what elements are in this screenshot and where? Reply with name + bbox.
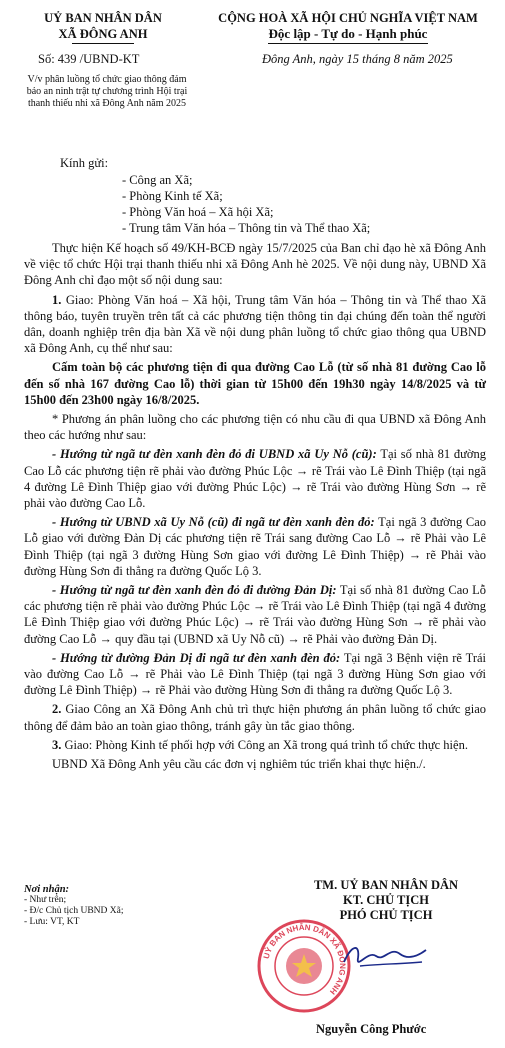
paragraph-item-2 bbox=[24, 701, 486, 733]
item-number: 2. bbox=[52, 702, 62, 717]
recipient-item: - Phòng Kinh tế Xã; bbox=[122, 189, 223, 203]
distribution-item: - Lưu: VT, KT bbox=[24, 917, 80, 927]
recipient-item: - Phòng Văn hoá – Xã hội Xã; bbox=[122, 205, 274, 219]
distribution-item: - Đ/c Chủ tịch UBND Xã; bbox=[24, 906, 124, 916]
route-heading: - Hướng từ đường Đản Dị đi ngã tư đèn xanh đèn đỏ: bbox=[52, 650, 341, 665]
route-heading: - Hướng từ UBND xã Uy Nỗ (cũ) đi ngã tư đèn xanh đèn đỏ: bbox=[52, 515, 375, 530]
signature-line1: TM. UỶ BAN NHÂN DÂN bbox=[313, 878, 459, 892]
document-subject: V/v phân luồng tổ chức giao thông đảm bảo an ninh trật tự chương trình Hội trại thanh thiếu nhi xã Đông Anh năm 2025 bbox=[26, 74, 188, 109]
agency-name-line1: UỶ BAN NHÂN DÂN bbox=[44, 11, 162, 25]
signature-icon bbox=[340, 940, 430, 976]
paragraph-route-3 bbox=[24, 582, 486, 647]
item-text: Giao: Phòng Văn hoá – Xã hội, Trung tâm Văn hóa – Thông tin và Thể thao Xã thông báo, tuyên truyền trên tất cả các phương tiện thông tin đại chúng đến toàn thể người dân, doanh nghiệp trên địa bàn Xã về nội dung phân luồng tổ chức giao thông qua UBND xã Đông Anh, cụ thể như sau: bbox=[24, 292, 486, 356]
paragraph-item-3 bbox=[24, 737, 486, 753]
nation-name: CỘNG HOÀ XÃ HỘI CHỦ NGHĨA VIỆT NAM bbox=[218, 11, 478, 25]
signature-line2: KT. CHỦ TỊCH bbox=[342, 893, 429, 907]
official-stamp-icon bbox=[256, 918, 352, 1014]
distribution-item: - Như trên; bbox=[24, 895, 67, 905]
recipients-label: Kính gửi: bbox=[60, 156, 109, 170]
nation-motto: Độc lập - Tự do - Hạnh phúc bbox=[268, 26, 428, 41]
paragraph-ban-notice: Cấm toàn bộ các phương tiện đi qua đường Cao Lỗ (từ số nhà 81 đường Cao lỗ đến số nhà 167 đường Cao lỗ) thời gian từ 15h00 đến 19h30 ngày 14/8/2025 và từ 15h00 đến 23h00 ngày 16/8/2025. bbox=[24, 360, 486, 407]
item-number: 1. bbox=[52, 292, 62, 307]
document-number: Số: 439 /UBND-KT bbox=[38, 52, 140, 66]
agency-underline bbox=[72, 43, 134, 44]
route-heading: - Hướng từ ngã tư đèn xanh đèn đỏ đi UBND xã Uy Nỗ (cũ): bbox=[52, 447, 377, 462]
paragraph-item-1 bbox=[24, 292, 486, 357]
route-heading: - Hướng từ ngã tư đèn xanh đèn đỏ đi đường Đản Dị: bbox=[52, 583, 337, 598]
stamp-text: UỶ BAN NHÂN DÂN XÃ ĐÔNG ANH bbox=[261, 922, 348, 997]
route-text: Tại số nhà 81 đường Cao Lỗ các phương tiện rẽ phải vào đường Phúc Lộc → rẽ Trái vào Lê Đình Thiệp (tại ngã 4 đường Lê Đình Thiệp giao với đường Phúc Lộc) → rẽ Trái vào đường Hùng Sơn → rẽ phải vào đường Cao Lỗ → quy đầu tại (UBND xã Uy Nỗ cũ) → rẽ Phải vào đường Đản Dị. bbox=[24, 583, 487, 646]
recipient-item: - Trung tâm Văn hóa – Thông tin và Thể thao Xã; bbox=[122, 221, 371, 235]
signature-line3: PHÓ CHỦ TỊCH bbox=[339, 908, 433, 922]
paragraph-route-2 bbox=[24, 514, 486, 579]
nation-header bbox=[196, 10, 500, 44]
paragraph-route-4 bbox=[24, 650, 486, 699]
item-text: Giao: Phòng Kinh tế phối hợp với Công an Xã trong quá trình tổ chức thực hiện. bbox=[61, 737, 468, 752]
recipients-list bbox=[122, 172, 370, 236]
item-number: 3. bbox=[52, 737, 62, 752]
recipient-item: - Công an Xã; bbox=[122, 173, 193, 187]
paragraph-closing: UBND Xã Đông Anh yêu cầu các đơn vị nghiêm túc triển khai thực hiện./. bbox=[52, 757, 426, 772]
distribution-list bbox=[24, 884, 123, 928]
paragraph-intro: Thực hiện Kế hoạch số 49/KH-BCĐ ngày 15/7/2025 của Ban chỉ đạo hè xã Đông Anh về việc tổ chức Hội trại thanh thiếu nhi xã Đông Anh hè 2025. Về nội dung này, UBND Xã Đông Anh chỉ đạo một số nội dung sau: bbox=[24, 241, 486, 288]
agency-name-line2: XÃ ĐÔNG ANH bbox=[58, 27, 148, 41]
item-text: Giao Công an Xã Đông Anh chủ trì thực hiện phương án phân luồng tổ chức giao thông để đảm bảo an toàn giao thông, tránh gây ùn tắc giao thông. bbox=[24, 702, 486, 733]
route-text: Tại ngã 3 Bệnh viện rẽ Trái vào đường Cao Lỗ → rẽ Phải vào Lê Đình Thiệp (tại ngã 3 đường Hùng Sơn giao với đường Lê Đình Thiệp) → rẽ Phải vào đường Hùng Sơn đi thẳng ra đường Quốc Lộ 3. bbox=[24, 650, 487, 698]
paragraph-routing-intro: * Phương án phân luồng cho các phương tiện có nhu cầu đi qua UBND xã Đông Anh theo các hướng như sau: bbox=[24, 412, 486, 443]
document-body bbox=[24, 240, 486, 775]
route-text: Tại số nhà 81 đường Cao Lỗ các phương tiện rẽ phải vào đường Phúc Lộc → rẽ Trái vào Lê Đình Thiệp (tại ngã 4 đường Lê Đình Thiệp giao với đường Phúc Lộc) → rẽ Trái vào đường Hùng Sơn → rẽ phải vào đường Cao Lỗ. bbox=[24, 447, 486, 511]
distribution-title: Nơi nhận: bbox=[24, 884, 70, 895]
agency-header bbox=[14, 10, 192, 44]
paragraph-route-1 bbox=[24, 446, 486, 511]
route-text: Tại ngã 3 đường Cao Lỗ giao với đường Đản Dị các phương tiện rẽ Trái sang đường Cao Lỗ → rẽ Phải vào Lê Đình Thiệp (tại ngã 3 đường Hùng Sơn giao với đường Lê Đình Thiệp) → rẽ Phải vào đường Hùng Sơn đi thẳng ra đường Quốc Lộ 3. bbox=[24, 515, 487, 578]
motto-underline bbox=[268, 43, 428, 44]
document-date: Đông Anh, ngày 15 tháng 8 năm 2025 bbox=[262, 52, 453, 66]
signer-name: Nguyễn Công Phước bbox=[316, 1022, 427, 1036]
